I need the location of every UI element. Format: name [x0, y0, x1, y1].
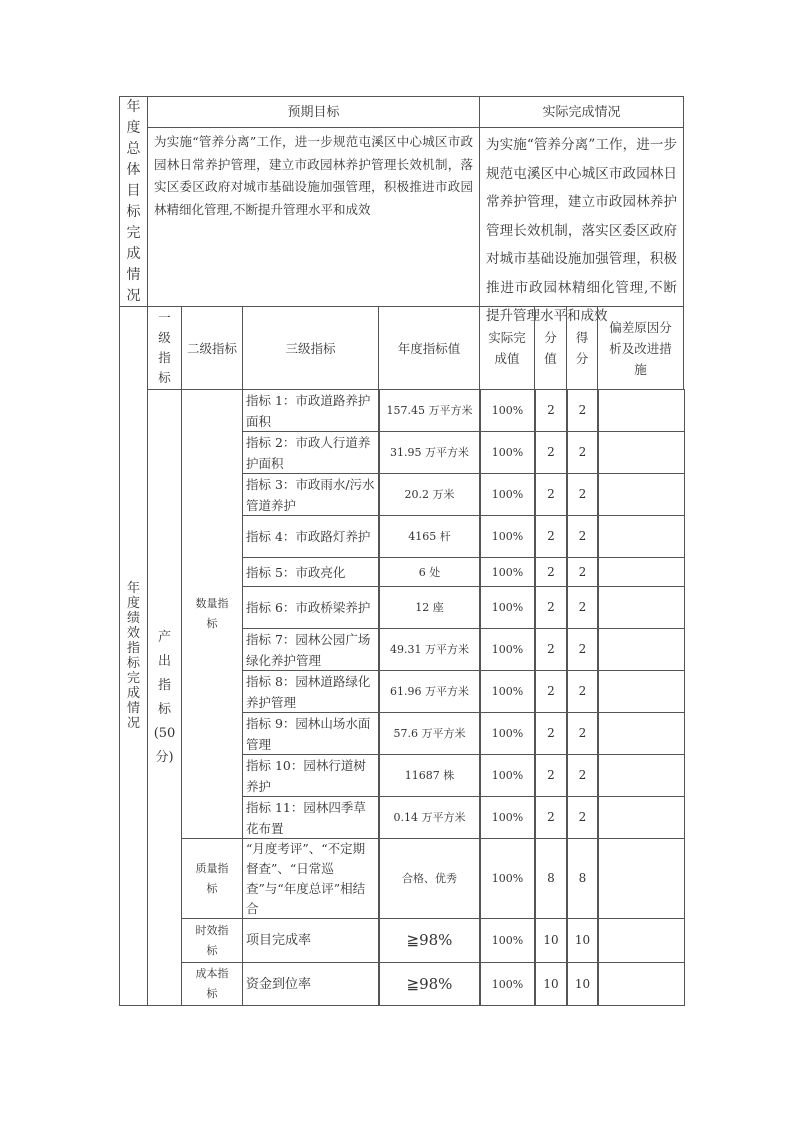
- deviation-note: [597, 754, 685, 797]
- actual-value-text: 100%: [491, 811, 524, 824]
- indicator-name-text: 资金到位率: [246, 976, 312, 992]
- annual-target-value-text: 11687 株: [404, 769, 455, 782]
- actual-value: [479, 796, 536, 839]
- score-value-text: 2: [547, 600, 555, 614]
- actual-value: [479, 670, 536, 713]
- score-got: [566, 431, 599, 474]
- performance-label-text: 年度绩效指标完成情况: [126, 581, 140, 731]
- annual-target-value: [378, 431, 481, 474]
- indicator-name-text: 指标 8：园林道路绿化养护管理: [246, 673, 371, 710]
- actual-value-text: 100%: [491, 769, 524, 782]
- deviation-note: [597, 431, 685, 474]
- level2-timeliness-text: 时效指标: [195, 923, 229, 957]
- score-got: [566, 712, 599, 755]
- score-got-text: 2: [578, 403, 587, 417]
- indicator-name: [242, 389, 380, 432]
- score-got-text: 10: [574, 976, 591, 991]
- expected-goal-header: 预期目标: [147, 96, 480, 128]
- score-got: [566, 670, 599, 713]
- score-got-text: 2: [578, 642, 587, 656]
- col-header-level2: [181, 306, 243, 390]
- indicator-name-text: 指标 10：园林行道树养护: [246, 757, 366, 794]
- annual-target-value: [378, 838, 481, 919]
- actual-value-text: 100%: [491, 530, 524, 543]
- annual-target-value-text: 31.95 万平方米: [390, 446, 469, 459]
- deviation-note: [597, 712, 685, 755]
- annual-target-value: [378, 712, 481, 755]
- score-got: [566, 838, 599, 919]
- indicator-name: [242, 962, 380, 1006]
- deviation-note: [597, 389, 685, 432]
- score-value-text: 2: [547, 768, 555, 782]
- score-value: [534, 670, 568, 713]
- annual-target-value-text: 12 座: [415, 601, 444, 614]
- score-got: [566, 515, 599, 558]
- score-value: [534, 712, 568, 755]
- actual-value: [479, 431, 536, 474]
- annual-target-value: [378, 962, 481, 1006]
- annual-target-value: [378, 557, 481, 587]
- actual-value-text: 100%: [491, 872, 524, 885]
- annual-target-value-text: 4165 杆: [408, 530, 451, 543]
- indicator-name-text: 指标 7：园林公园广场绿化养护管理: [246, 631, 371, 668]
- col-header-actual-value-text: 实际完成值: [488, 330, 526, 366]
- annual-target-value-text: 0.14 万平方米: [393, 811, 466, 824]
- indicator-name: [242, 796, 380, 839]
- score-value: [534, 557, 568, 587]
- col-header-score-value: [534, 306, 567, 390]
- score-value-text: 2: [547, 403, 555, 417]
- actual-value-text: 100%: [491, 934, 524, 947]
- score-got-text: 8: [578, 871, 587, 885]
- annual-target-value: [378, 670, 481, 713]
- score-value: [534, 754, 568, 797]
- col-header-level2-text: 二级指标: [187, 340, 238, 356]
- actual-value: [479, 628, 536, 671]
- score-value: [534, 796, 568, 839]
- indicator-name: [242, 586, 380, 629]
- overall-label-text: 年度总体目标完成情况: [126, 98, 141, 304]
- indicator-name-text: 指标 9：园林山场水面管理: [246, 715, 371, 752]
- indicator-name: [242, 838, 380, 919]
- expected-goal-paragraph: 为实施“管养分离”工作，进一步规范屯溪区中心城区市政园林日常养护管理，建立市政园林养护管理长效机制，落实区委区政府对城市基础设施加强管理，积极推进市政园林精细化管理,不断提升管理水平和成效: [154, 134, 473, 217]
- actual-value: [479, 586, 536, 629]
- level1-output-text: 产出指标(50分): [153, 629, 176, 765]
- score-value-text: 2: [547, 684, 555, 698]
- indicator-name: [242, 712, 380, 755]
- score-got-text: 2: [578, 564, 587, 579]
- indicator-name-text: 项目完成率: [246, 933, 312, 948]
- col-header-score-value-text: 分值: [544, 330, 557, 366]
- actual-value: [479, 712, 536, 755]
- score-got: [566, 918, 599, 963]
- indicator-name-text: 指标 2：市政人行道养护面积: [246, 434, 371, 471]
- indicator-name-text: 指标 3：市政雨水/污水管道养护: [246, 476, 375, 513]
- score-value: [534, 628, 568, 671]
- deviation-note: [597, 586, 685, 629]
- score-value-text: 8: [547, 871, 555, 885]
- level2-cost: [181, 962, 243, 1006]
- score-value-text: 2: [547, 487, 555, 501]
- level2-timeliness: [181, 918, 243, 963]
- annual-target-value-text: 20.2 万米: [404, 488, 455, 501]
- score-value-text: 2: [547, 564, 555, 579]
- score-got-text: 2: [578, 684, 587, 698]
- actual-value-text: 100%: [491, 643, 524, 656]
- score-got: [566, 557, 599, 587]
- col-header-level1-text: 一级指标: [158, 310, 171, 385]
- annual-target-value-text: 57.6 万平方米: [393, 727, 466, 740]
- score-value: [534, 962, 568, 1006]
- indicator-name-text: “月度考评”、“不定期督查”、“日常巡查”与“年度总评”相结合: [246, 840, 366, 916]
- indicator-name: [242, 431, 380, 474]
- indicator-name-text: 指标 4：市政路灯养护: [246, 529, 371, 544]
- indicator-name-text: 指标 1：市政道路养护面积: [246, 392, 371, 429]
- score-value: [534, 838, 568, 919]
- score-value-text: 10: [543, 933, 559, 947]
- score-value: [534, 431, 568, 474]
- score-got: [566, 628, 599, 671]
- actual-value: [479, 515, 536, 558]
- actual-value: [479, 754, 536, 797]
- deviation-note: [597, 838, 685, 919]
- col-header-annual-target: 年度指标值: [378, 306, 480, 390]
- level2-quality-text: 质量指标: [195, 861, 229, 895]
- score-value-text: 2: [547, 445, 555, 459]
- actual-value: [479, 962, 536, 1006]
- score-value: [534, 515, 568, 558]
- indicator-name-text: 指标 11：园林四季草花布置: [246, 799, 366, 836]
- annual-target-value: [378, 586, 481, 629]
- actual-value-text: 100%: [491, 685, 524, 698]
- annual-target-value: [378, 473, 481, 516]
- col-header-deviation: [597, 306, 684, 390]
- indicator-name: [242, 557, 380, 587]
- indicator-name: [242, 473, 380, 516]
- score-value-text: 2: [547, 529, 555, 543]
- annual-target-value: [378, 515, 481, 558]
- deviation-note: [597, 515, 685, 558]
- expected-goal-text: [147, 127, 480, 307]
- annual-target-value-text: 6 处: [418, 565, 441, 579]
- score-value-text: 2: [547, 642, 555, 656]
- deviation-note: [597, 628, 685, 671]
- annual-target-value-text: 合格、优秀: [402, 872, 457, 885]
- score-value-text: 2: [547, 810, 555, 824]
- score-value: [534, 389, 568, 432]
- indicator-name: [242, 670, 380, 713]
- deviation-note: [597, 796, 685, 839]
- annual-target-value-text: 61.96 万平方米: [390, 685, 469, 698]
- score-value: [534, 918, 568, 963]
- score-got: [566, 754, 599, 797]
- col-header-score-got-text: 得分: [575, 330, 589, 366]
- performance-section-label: [119, 306, 148, 1006]
- score-got: [566, 389, 599, 432]
- actual-value-text: 100%: [491, 727, 524, 740]
- score-got: [566, 473, 599, 516]
- actual-value: [479, 473, 536, 516]
- actual-value: [479, 557, 536, 587]
- col-header-level1: [147, 306, 182, 390]
- deviation-note: [597, 473, 685, 516]
- deviation-note: [597, 962, 685, 1006]
- annual-target-value: [378, 754, 481, 797]
- annual-target-value: [378, 918, 481, 963]
- deviation-note: [597, 670, 685, 713]
- overall-section-label: [119, 96, 148, 307]
- score-value-text: 2: [547, 726, 555, 740]
- annual-target-value: [378, 628, 481, 671]
- actual-value: [479, 918, 536, 963]
- annual-target-value: [378, 796, 481, 839]
- score-got-text: 2: [578, 529, 587, 543]
- col-header-actual-value: [479, 306, 535, 390]
- indicator-name: [242, 515, 380, 558]
- actual-value-text: 100%: [491, 601, 524, 614]
- score-got-text: 2: [578, 487, 587, 501]
- level1-output-indicator: [147, 389, 182, 1006]
- actual-completion-text: [479, 127, 684, 324]
- score-got: [566, 796, 599, 839]
- actual-value-text: 100%: [491, 404, 524, 417]
- score-value: [534, 586, 568, 629]
- indicator-name-text: 指标 6：市政桥梁养护: [246, 600, 371, 615]
- annual-target-value-text: 157.45 万平方米: [386, 404, 473, 417]
- col-header-level3: 三级指标: [242, 306, 379, 390]
- actual-value-text: 100%: [491, 446, 524, 459]
- level2-quantity: [181, 389, 243, 839]
- deviation-note: [597, 557, 685, 587]
- indicator-name: [242, 918, 380, 963]
- score-got: [566, 962, 599, 1006]
- score-value: [534, 473, 568, 516]
- actual-value: [479, 838, 536, 919]
- actual-value: [479, 389, 536, 432]
- indicator-name: [242, 754, 380, 797]
- level2-quantity-text: 数量指标: [195, 597, 229, 630]
- actual-value-text: 100%: [491, 565, 524, 579]
- indicator-name: [242, 628, 380, 671]
- score-got-text: 10: [574, 933, 591, 947]
- score-got-text: 2: [578, 768, 587, 782]
- actual-completion-paragraph: 为实施“管养分离”工作，进一步规范屯溪区中心城区市政园林日常养护管理，建立市政园林养护管理长效机制，落实区委区政府对城市基础设施加强管理，积极推进市政园林精细化管理,不断提升管理水平和成效: [486, 137, 677, 324]
- score-got: [566, 586, 599, 629]
- score-got-text: 2: [578, 600, 587, 614]
- score-got-text: 2: [578, 445, 587, 459]
- annual-target-value-text: ≧98%: [406, 931, 453, 949]
- level2-cost-text: 成本指标: [195, 967, 229, 1000]
- indicator-name-text: 指标 5：市政亮化: [246, 564, 346, 580]
- col-header-score-got: [566, 306, 598, 390]
- actual-value-text: 100%: [491, 488, 524, 501]
- score-got-text: 2: [578, 810, 587, 824]
- score-value-text: 10: [543, 976, 559, 991]
- level2-quality: [181, 838, 243, 919]
- annual-target-value-text: ≧98%: [406, 974, 453, 993]
- actual-value-text: 100%: [491, 977, 524, 991]
- annual-target-value: [378, 389, 481, 432]
- annual-target-value-text: 49.31 万平方米: [390, 643, 469, 656]
- deviation-note: [597, 918, 685, 963]
- actual-completion-header: 实际完成情况: [479, 96, 684, 128]
- col-header-deviation-text: 偏差原因分析及改进措施: [609, 319, 672, 377]
- score-got-text: 2: [578, 726, 587, 740]
